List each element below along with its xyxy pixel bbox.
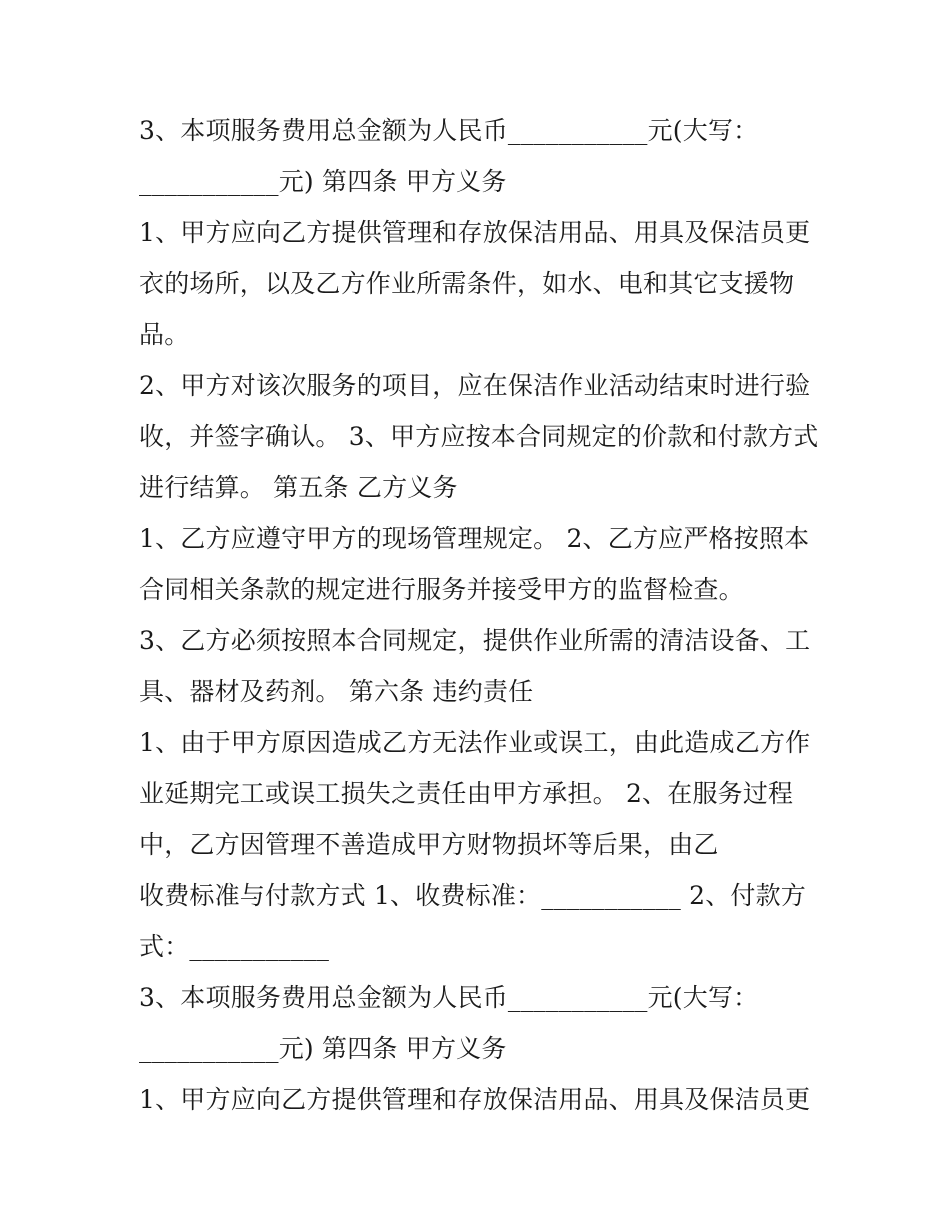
- text-line: 业延期完工或误工损失之责任由甲方承担。 2、在服务过程: [139, 779, 794, 808]
- text-line: 收费标准与付款方式 1、收费标准：___________ 2、付款方: [139, 881, 807, 910]
- text-line: 进行结算。 第五条 乙方义务: [139, 473, 458, 502]
- text-line: ___________元) 第四条 甲方义务: [139, 167, 507, 196]
- text-line: 具、器材及药剂。 第六条 违约责任: [139, 677, 534, 706]
- text-line: 3、乙方必须按照本合同规定，提供作业所需的清洁设备、工: [139, 626, 811, 655]
- text-line: 2、甲方对该次服务的项目，应在保洁作业活动结束时进行验: [139, 371, 811, 400]
- text-line: ___________元) 第四条 甲方义务: [139, 1034, 507, 1063]
- text-line: 式：___________: [139, 932, 330, 961]
- text-line: 1、甲方应向乙方提供管理和存放保洁用品、用具及保洁员更: [139, 218, 811, 247]
- text-line: 1、甲方应向乙方提供管理和存放保洁用品、用具及保洁员更: [139, 1085, 811, 1114]
- text-line: 收，并签字确认。 3、甲方应按本合同规定的价款和付款方式: [139, 422, 819, 451]
- text-line: 3、本项服务费用总金额为人民币___________元(大写：: [139, 116, 759, 145]
- text-line: 品。: [139, 320, 190, 349]
- text-line: 3、本项服务费用总金额为人民币___________元(大写：: [139, 983, 759, 1012]
- document-body: [139, 105, 819, 1125]
- text-line: 合同相关条款的规定进行服务并接受甲方的监督检查。: [139, 575, 744, 604]
- text-line: 1、由于甲方原因造成乙方无法作业或误工，由此造成乙方作: [139, 728, 811, 757]
- text-line: 1、乙方应遵守甲方的现场管理规定。 2、乙方应严格按照本: [139, 524, 810, 553]
- text-line: 中，乙方因管理不善造成甲方财物损坏等后果，由乙: [139, 830, 719, 859]
- text-line: 衣的场所，以及乙方作业所需条件，如水、电和其它支援物: [139, 269, 795, 298]
